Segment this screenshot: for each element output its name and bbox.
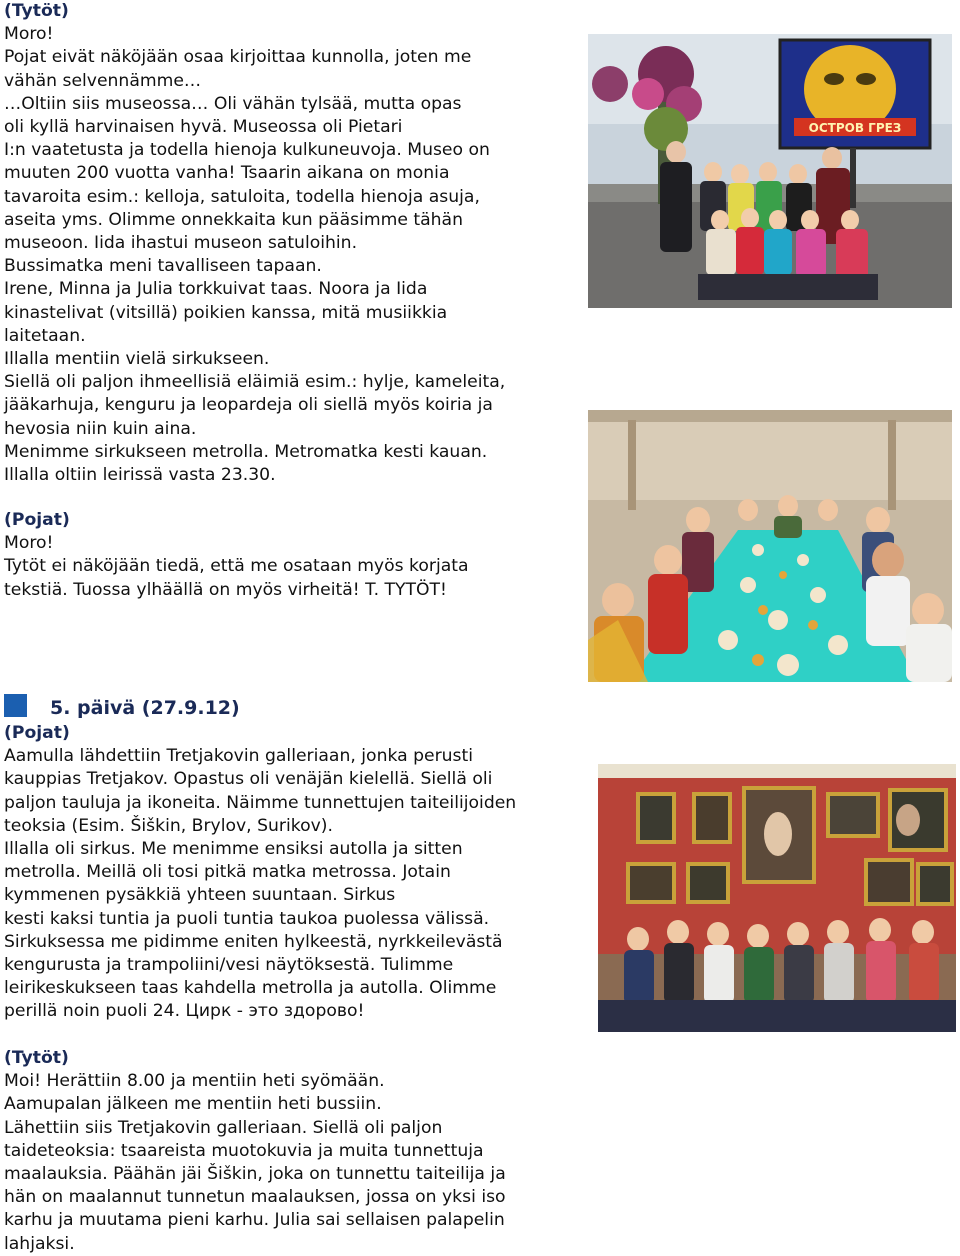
text-line: Moro!: [4, 24, 54, 45]
text-line: teoksia (Esim. Šiškin, Brylov, Surikov).: [4, 815, 333, 836]
text-line: Illalla mentiin vielä sirkukseen.: [4, 349, 270, 370]
text-line: kengurusta ja trampoliini/vesi näytöksestä. Tulimme: [4, 955, 454, 976]
text-line: tavaroita esim.: kelloja, satuloita, todella hienoja asuja,: [4, 186, 480, 207]
text-line: jääkarhuja, kenguru ja leopardeja oli siellä myös koiria ja: [4, 395, 493, 416]
text-line: muuten 200 vuotta vanha! Tsaarin aikana on monia: [4, 163, 450, 184]
text-line: Moi! Herättiin 8.00 ja mentiin heti syömään.: [4, 1071, 385, 1092]
text-line: Menimme sirkukseen metrolla. Metromatka kesti kauan.: [4, 441, 488, 462]
text-line: Aamulla lähdettiin Tretjakovin galleriaan, jonka perusti: [4, 746, 474, 767]
text-line: Illalla oli sirkus. Me menimme ensiksi autolla ja sitten: [4, 839, 463, 860]
text-block-girls-1: [4, 0, 505, 487]
text-line: Tytöt ei näköjään tiedä, että me osataan myös korjata: [4, 556, 469, 577]
billboard-text: ОСТРОВ ГРЕЗ: [808, 121, 902, 135]
text-line: paljon tauluja ja ikoneita. Näimme tunnettujen taiteilijoiden: [4, 792, 517, 813]
text-line: lahjaksi.: [4, 1233, 75, 1254]
text-line: oli kyllä harvinaisen hyvä. Museossa oli Pietari: [4, 117, 403, 138]
photo-table-party: [588, 410, 952, 682]
text-line: taideteoksia: tsaareista muotokuvia ja muita tunnettuja: [4, 1140, 484, 1161]
text-line: aseita yms. Olimme onnekkaita kun pääsimme tähän: [4, 209, 463, 230]
text-line: Sirkuksessa me pidimme eniten hylkeestä, nyrkkeilevästä: [4, 931, 503, 952]
text-line: kesti kaksi tuntia ja puoli tuntia taukoa puolessa välissä.: [4, 908, 490, 929]
photo-gallery: [598, 764, 956, 1032]
section-heading: (Tytöt): [4, 1048, 69, 1068]
text-line: Moro!: [4, 533, 54, 554]
text-line: Bussimatka meni tavalliseen tapaan.: [4, 256, 322, 277]
photo-group-billboard: [588, 34, 952, 308]
text-line: museoon. Iida ihastui museon satuloihin.: [4, 233, 358, 254]
text-line: kymmenen pysäkkiä yhteen suuntaan. Sirkus: [4, 885, 396, 906]
text-line: Illalla oltiin leirissä vasta 23.30.: [4, 465, 276, 486]
text-line: laitetaan.: [4, 325, 86, 346]
text-block-boys-2: [4, 722, 516, 1024]
text-line: hevosia niin kuin aina.: [4, 418, 197, 439]
text-line: I:n vaatetusta ja todella hienoja kulkuneuvoja. Museo on: [4, 140, 490, 161]
text-line: vähän selvennämme…: [4, 70, 202, 91]
text-line: Lähettiin siis Tretjakovin galleriaan. Siellä oli paljon: [4, 1117, 443, 1138]
text-line: metrolla. Meillä oli tosi pitkä matka metrossa. Jotain: [4, 862, 451, 883]
text-line: tekstiä. Tuossa ylhäällä on myös virheitä! T. TYTÖT!: [4, 579, 447, 600]
text-line: maalauksia. Päähän jäi Šiškin, joka on tunnettu taiteilija ja: [4, 1164, 506, 1185]
day-heading: 5. päivä (27.9.12): [50, 697, 240, 719]
text-line: karhu ja muutama pieni karhu. Julia sai sellaisen palapelin: [4, 1210, 505, 1231]
section-heading: (Tytöt): [4, 1, 69, 21]
text-line: kauppias Tretjakov. Opastus oli venäjän kielellä. Siellä oli: [4, 769, 493, 790]
text-line: Pojat eivät näköjään osaa kirjoittaa kunnolla, joten me: [4, 47, 472, 68]
section-heading: (Pojat): [4, 723, 70, 743]
text-line: Aamupalan jälkeen me mentiin heti bussiin.: [4, 1094, 382, 1115]
section-heading: (Pojat): [4, 510, 70, 530]
text-line: Siellä oli paljon ihmeellisiä eläimiä esim.: hylje, kameleita,: [4, 372, 506, 393]
day-bullet-icon: [4, 694, 27, 717]
text-block-boys-1: [4, 509, 469, 602]
text-line: hän on maalannut tunnetun maalauksen, jossa on yksi iso: [4, 1187, 506, 1208]
text-line: leirikeskukseen taas kahdella metrolla ja autolla. Olimme: [4, 978, 497, 999]
text-line: Irene, Minna ja Julia torkkuivat taas. Noora ja Iida: [4, 279, 428, 300]
text-line: …Oltiin siis museossa… Oli vähän tylsää, mutta opas: [4, 93, 462, 114]
text-line: kinastelivat (vitsillä) poikien kanssa, mitä musiikkia: [4, 302, 448, 323]
text-line: perillä noin puoli 24. Цирк - это здорово!: [4, 1001, 365, 1022]
text-block-girls-2: [4, 1047, 506, 1256]
